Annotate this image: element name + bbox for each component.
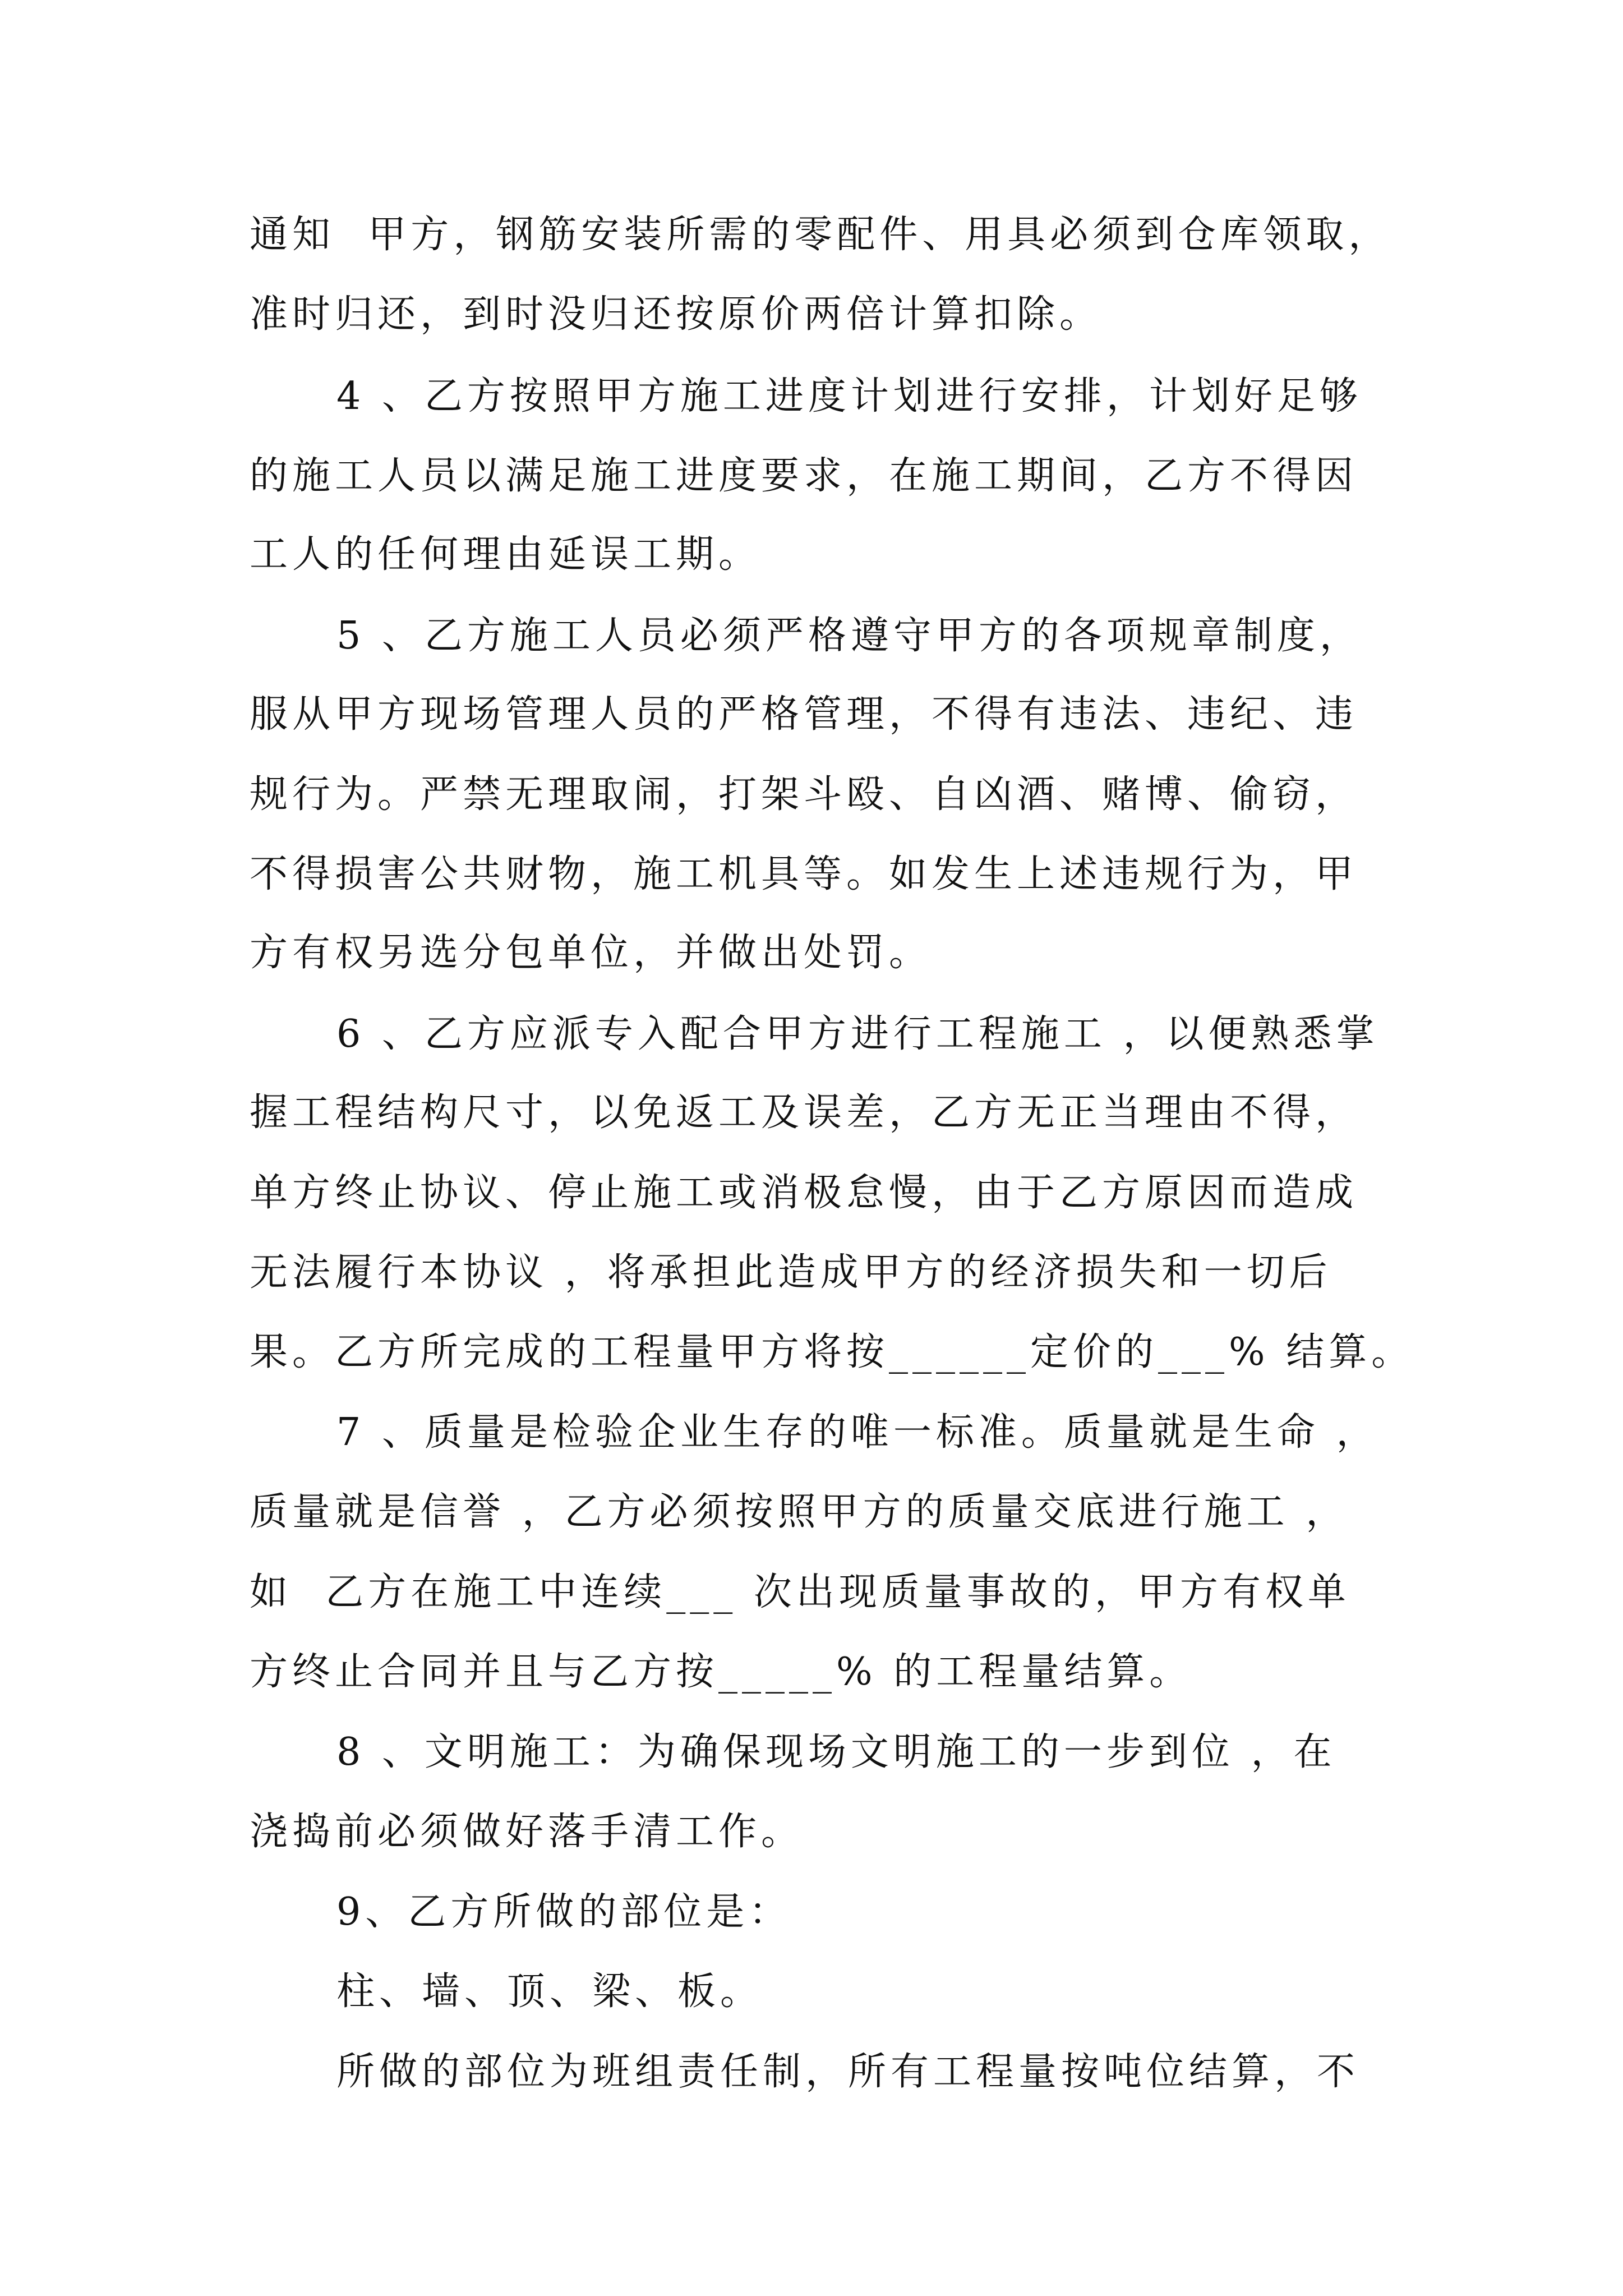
text-line: 4 、乙方按照甲方施工进度计划进行安排，计划好足够 bbox=[336, 374, 1362, 418]
text-line: 的施工人员以满足施工进度要求，在施工期间，乙方不得因 bbox=[250, 454, 1358, 498]
text-line: 果。乙方所完成的工程量甲方将按______定价的___% 结算。 bbox=[250, 1330, 1414, 1374]
text-line: 方终止合同并且与乙方按_____% 的工程量结算。 bbox=[250, 1650, 1192, 1694]
text-line: 质量就是信誉 ，乙方必须按照甲方的质量交底进行施工 ， bbox=[250, 1490, 1349, 1534]
text-line: 不得损害公共财物，施工机具等。如发生上述违规行为，甲 bbox=[250, 852, 1358, 896]
text-line: 7 、质量是检验企业生存的唯一标准。质量就是生命 ， bbox=[336, 1410, 1379, 1455]
text-line: 握工程结构尺寸，以免返工及误差，乙方无正当理由不得， bbox=[250, 1091, 1358, 1135]
text-line: 工人的任何理由延误工期。 bbox=[250, 532, 762, 577]
text-line: 所做的部位为班组责任制，所有工程量按吨位结算，不 bbox=[336, 2050, 1360, 2094]
text-line: 通知 甲方，钢筋安装所需的零配件、用具必须到仓库领取， bbox=[250, 213, 1391, 257]
text-line: 5 、乙方施工人员必须严格遵守甲方的各项规章制度， bbox=[336, 614, 1362, 658]
text-line: 8 、文明施工：为确保现场文明施工的一步到位 ，在 bbox=[336, 1730, 1336, 1774]
text-line: 单方终止协议、停止施工或消极怠慢，由于乙方原因而造成 bbox=[250, 1171, 1358, 1215]
text-line: 如 乙方在施工中连续___ 次出现质量事故的，甲方有权单 bbox=[250, 1570, 1350, 1614]
text-line: 方有权另选分包单位，并做出处罚。 bbox=[250, 931, 932, 975]
text-line: 浇捣前必须做好落手清工作。 bbox=[250, 1810, 804, 1854]
text-line: 6 、乙方应派专入配合甲方进行工程施工 ，以便熟悉掌 bbox=[336, 1012, 1379, 1056]
text-line: 服从甲方现场管理人员的严格管理，不得有违法、违纪、违 bbox=[250, 692, 1358, 737]
text-line: 9、乙方所做的部位是： bbox=[336, 1890, 792, 1934]
text-line: 规行为。严禁无理取闹，打架斗殴、自凶酒、赌博、偷窃， bbox=[250, 772, 1358, 817]
text-line: 准时归还，到时没归还按原价两倍计算扣除。 bbox=[250, 292, 1103, 337]
text-line: 无法履行本协议 ，将承担此造成甲方的经济损失和一切后 bbox=[250, 1250, 1332, 1295]
text-line: 柱、墙、顶、梁、板。 bbox=[336, 1970, 763, 2014]
